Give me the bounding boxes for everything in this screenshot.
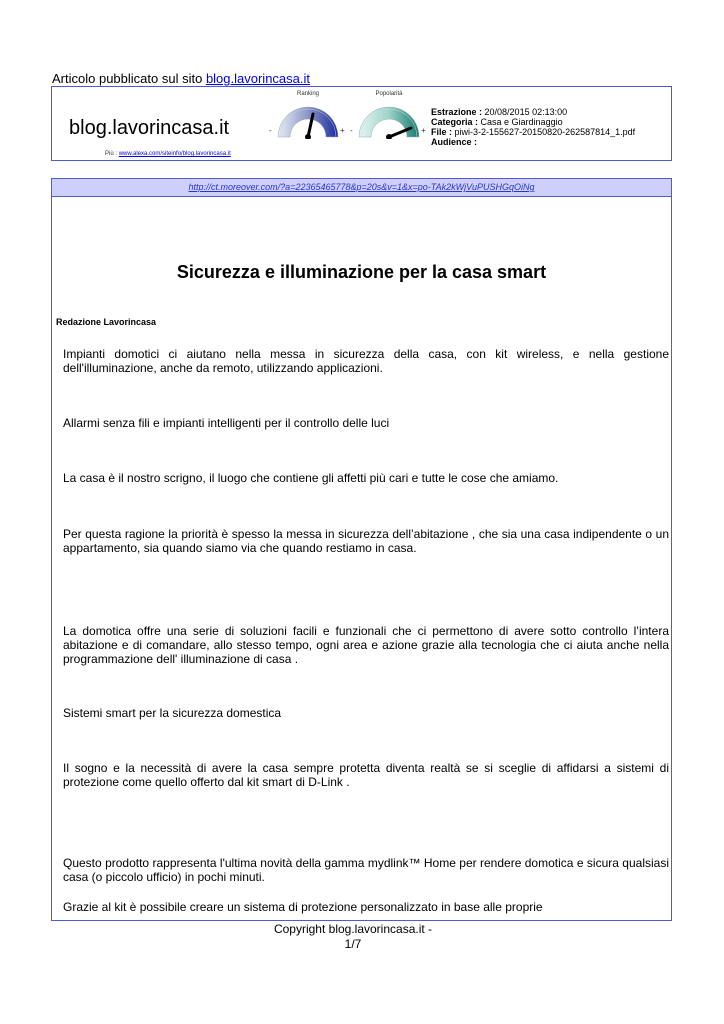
file-label: File : — [431, 127, 453, 137]
metadata-block — [431, 107, 635, 147]
article-box — [51, 178, 672, 921]
paragraph: Impianti domotici ci aiutano nella messa in sicurezza della casa, con kit wireless, e nella gestione dell'illuminazione, anche da remoto, utilizzando applicazioni. — [63, 347, 669, 375]
extraction-label: Estrazione : — [431, 107, 483, 117]
copyright-text: Copyright blog.lavorincasa.it - — [273, 922, 433, 936]
paragraph: Sistemi smart per la sicurezza domestica — [63, 706, 282, 720]
published-site-link[interactable]: blog.lavorincasa.it — [205, 71, 310, 86]
paragraph: Il sogno e la necessità di avere la casa sempre protetta diventa realtà se si sceglie di affidarsi a sistemi di protezione come quello offerto dal kit smart di D-Link . — [63, 761, 669, 789]
site-name: blog.lavorincasa.it — [69, 117, 230, 139]
category-label: Categoria : — [431, 117, 479, 127]
audience-label: Audience : — [431, 137, 478, 147]
ranking-plus: + — [340, 126, 345, 135]
header-box — [51, 86, 672, 161]
ranking-label: Ranking — [296, 91, 319, 97]
published-label: Articolo pubblicato sul sito — [52, 71, 203, 86]
file-value: piwi-3-2-155627-20150820-262587814_1.pdf — [454, 127, 636, 137]
more-info — [105, 151, 231, 157]
published-on-line — [52, 71, 310, 86]
paragraph: La casa è il nostro scrigno, il luogo che contiene gli affetti più cari e tutte le cose che amiamo. — [63, 471, 559, 485]
file-row — [431, 127, 635, 137]
category-value: Casa e Giardinaggio — [480, 117, 563, 127]
popularity-minus: - — [350, 126, 353, 135]
paragraph: Grazie al kit è possibile creare un sistema di protezione personalizzato in base alle proprie — [63, 900, 543, 914]
category-row — [431, 117, 635, 127]
popularity-gauge-icon — [349, 99, 429, 139]
alexa-link[interactable]: www.alexa.com/siteinfo/blog.lavorincasa.it — [118, 151, 231, 157]
popularity-plus: + — [421, 126, 426, 135]
page-number: 1/7 — [344, 937, 362, 951]
source-url-bar — [52, 179, 671, 197]
paragraph: Questo prodotto rappresenta l'ultima novità della gamma mydlink™ Home per rendere domotica e sicura qualsiasi casa (o piccolo ufficio) in pochi minuti. — [63, 856, 669, 884]
extraction-row — [431, 107, 635, 117]
paragraph: La domotica offre una serie di soluzioni facili e funzionali che ci permettono di avere sotto controllo l’intera abitazione e di comandare, allo stesso tempo, ogni area e azione grazie alla tecnologia che ci aiuta anche nella programmazione dell' illuminazione di casa . — [63, 624, 669, 666]
audience-row — [431, 137, 635, 147]
extraction-value: 20/08/2015 02:13:00 — [484, 107, 568, 117]
page-footer — [253, 922, 453, 952]
paragraph: Allarmi senza fili e impianti intelligenti per il controllo delle luci — [63, 416, 390, 430]
ranking-minus: - — [269, 126, 272, 135]
paragraph: Per questa ragione la priorità è spesso la messa in sicurezza dell’abitazione , che sia una casa indipendente o un appartamento, sia quando siamo via che quando restiamo in casa. — [63, 527, 669, 555]
more-label: Più : — [105, 151, 118, 157]
source-url-link[interactable]: http://ct.moreover.com/?a=22365465778&p=20s&v=1&x=po-TAk2kWjVuPUSHGqOiNg — [188, 182, 535, 192]
popularity-label: Popolarità — [375, 91, 403, 97]
article-title: Sicurezza e illuminazione per la casa smart — [176, 262, 547, 282]
article-author: Redazione Lavorincasa — [56, 317, 157, 327]
ranking-gauge-icon — [268, 99, 348, 139]
